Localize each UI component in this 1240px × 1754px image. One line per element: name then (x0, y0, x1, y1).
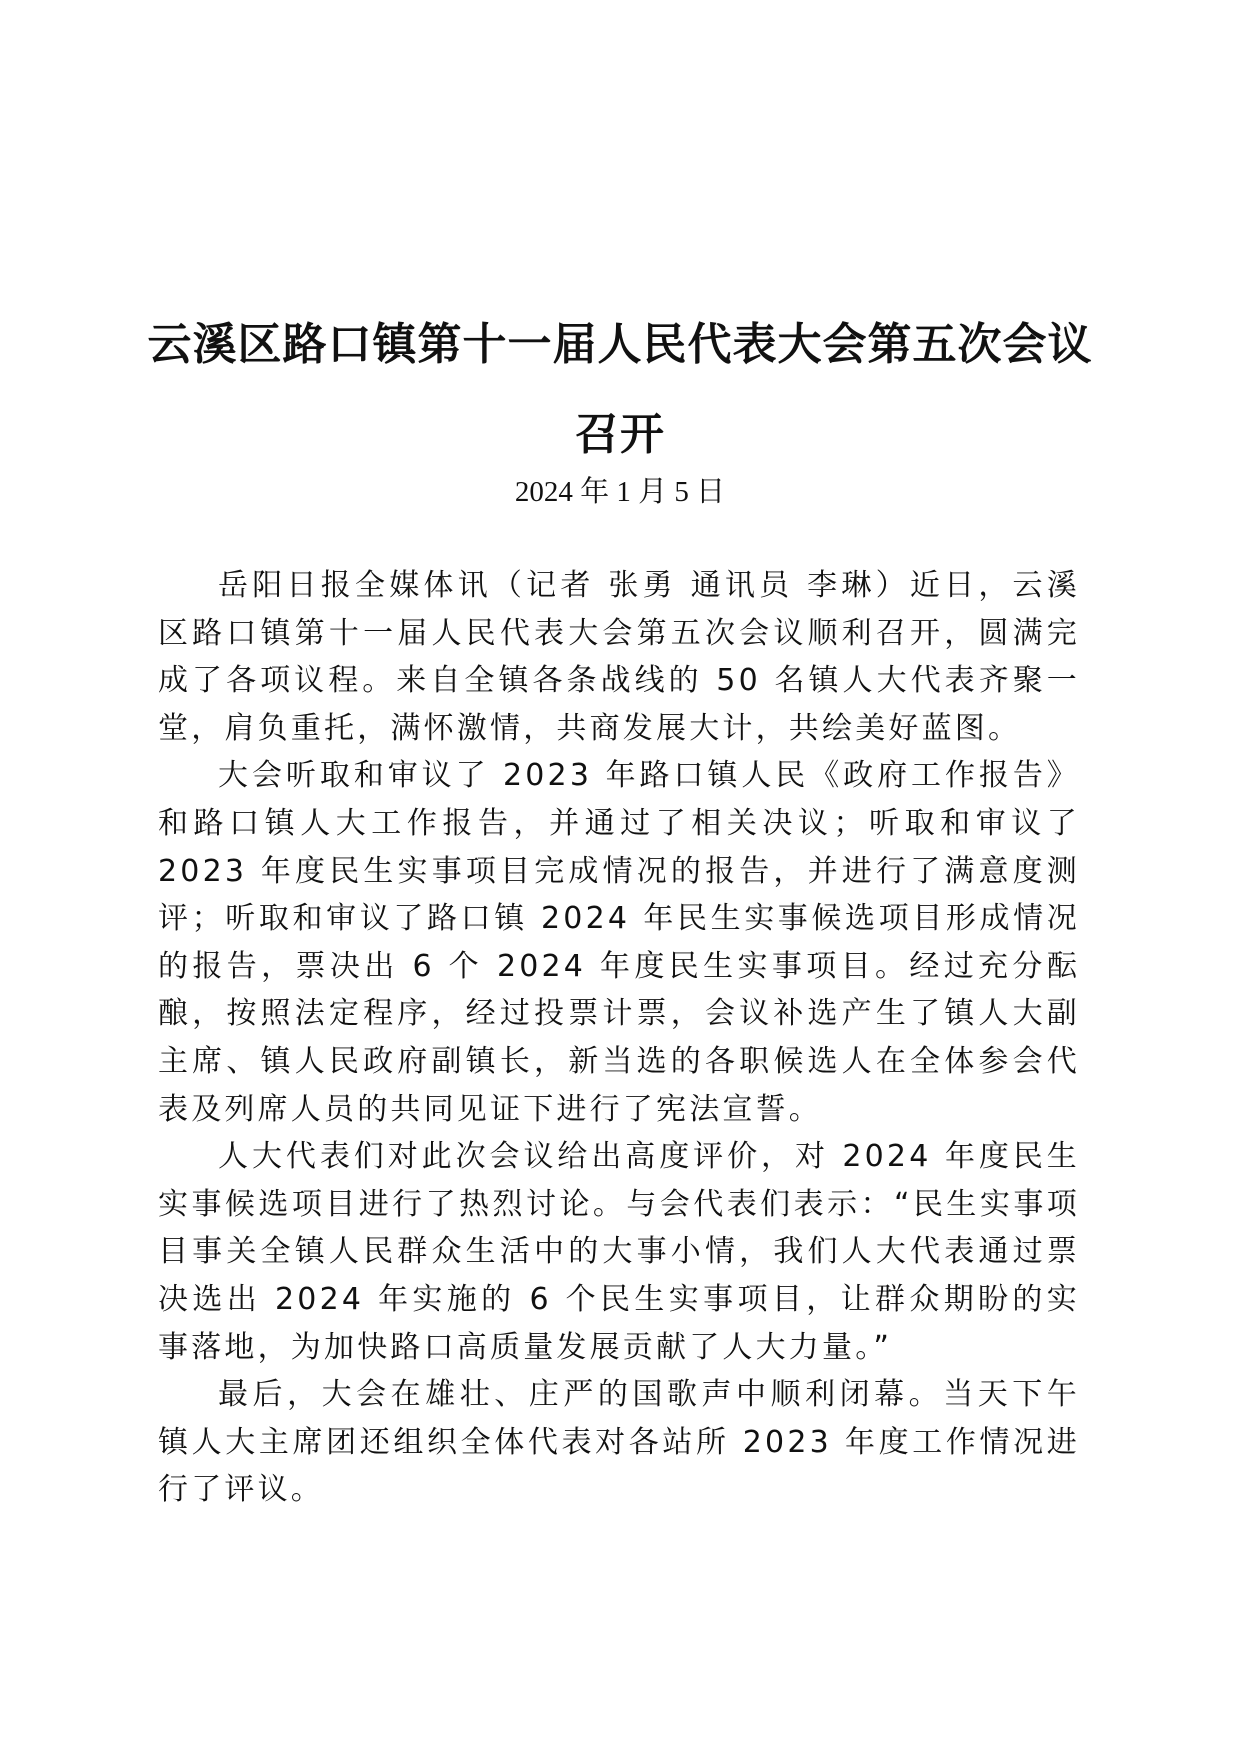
paragraph: 岳阳日报全媒体讯（记者 张勇 通讯员 李琳）近日，云溪区路口镇第十一届人民代表大会第五次会议顺利召开，圆满完成了各项议程。来自全镇各条战线的 50 名镇人大代表齐聚一堂，肩负重托，满怀激情，共商发展大计，共绘美好蓝图。 (158, 568, 1080, 746)
article-title: 云溪区路口镇第十一届人民代表大会第五次会议召开 (147, 319, 1093, 460)
article-date: 2024 年 1 月 5 日 (514, 476, 726, 508)
paragraph: 最后，大会在雄壮、庄严的国歌声中顺利闭幕。当天下午镇人大主席团还组织全体代表对各站所 2023 年度工作情况进行了评议。 (158, 1377, 1080, 1508)
article-body (158, 562, 1080, 1514)
paragraph: 人大代表们对此次会议给出高度评价，对 2024 年度民生实事候选项目进行了热烈讨论。与会代表们表示：“民生实事项目事关全镇人民群众生活中的大事小情，我们人大代表通过票决选出 2024 年实施的 6 个民生实事项目，让群众期盼的实事落地，为加快路口高质量发展贡献了人大力量。” (158, 1139, 1080, 1365)
paragraph: 大会听取和审议了 2023 年路口镇人民《政府工作报告》和路口镇人大工作报告，并通过了相关决议；听取和审议了 2023 年度民生实事项目完成情况的报告，并进行了满意度测评；听取和审议了路口镇 2024 年民生实事候选项目形成情况的报告，票决出 6 个 2024 年度民生实事项目。经过充分酝酿，按照法定程序，经过投票计票，会议补选产生了镇人大副主席、镇人民政府副镇长，新当选的各职候选人在全体参会代表及列席人员的共同见证下进行了宪法宣誓。 (158, 758, 1080, 1127)
